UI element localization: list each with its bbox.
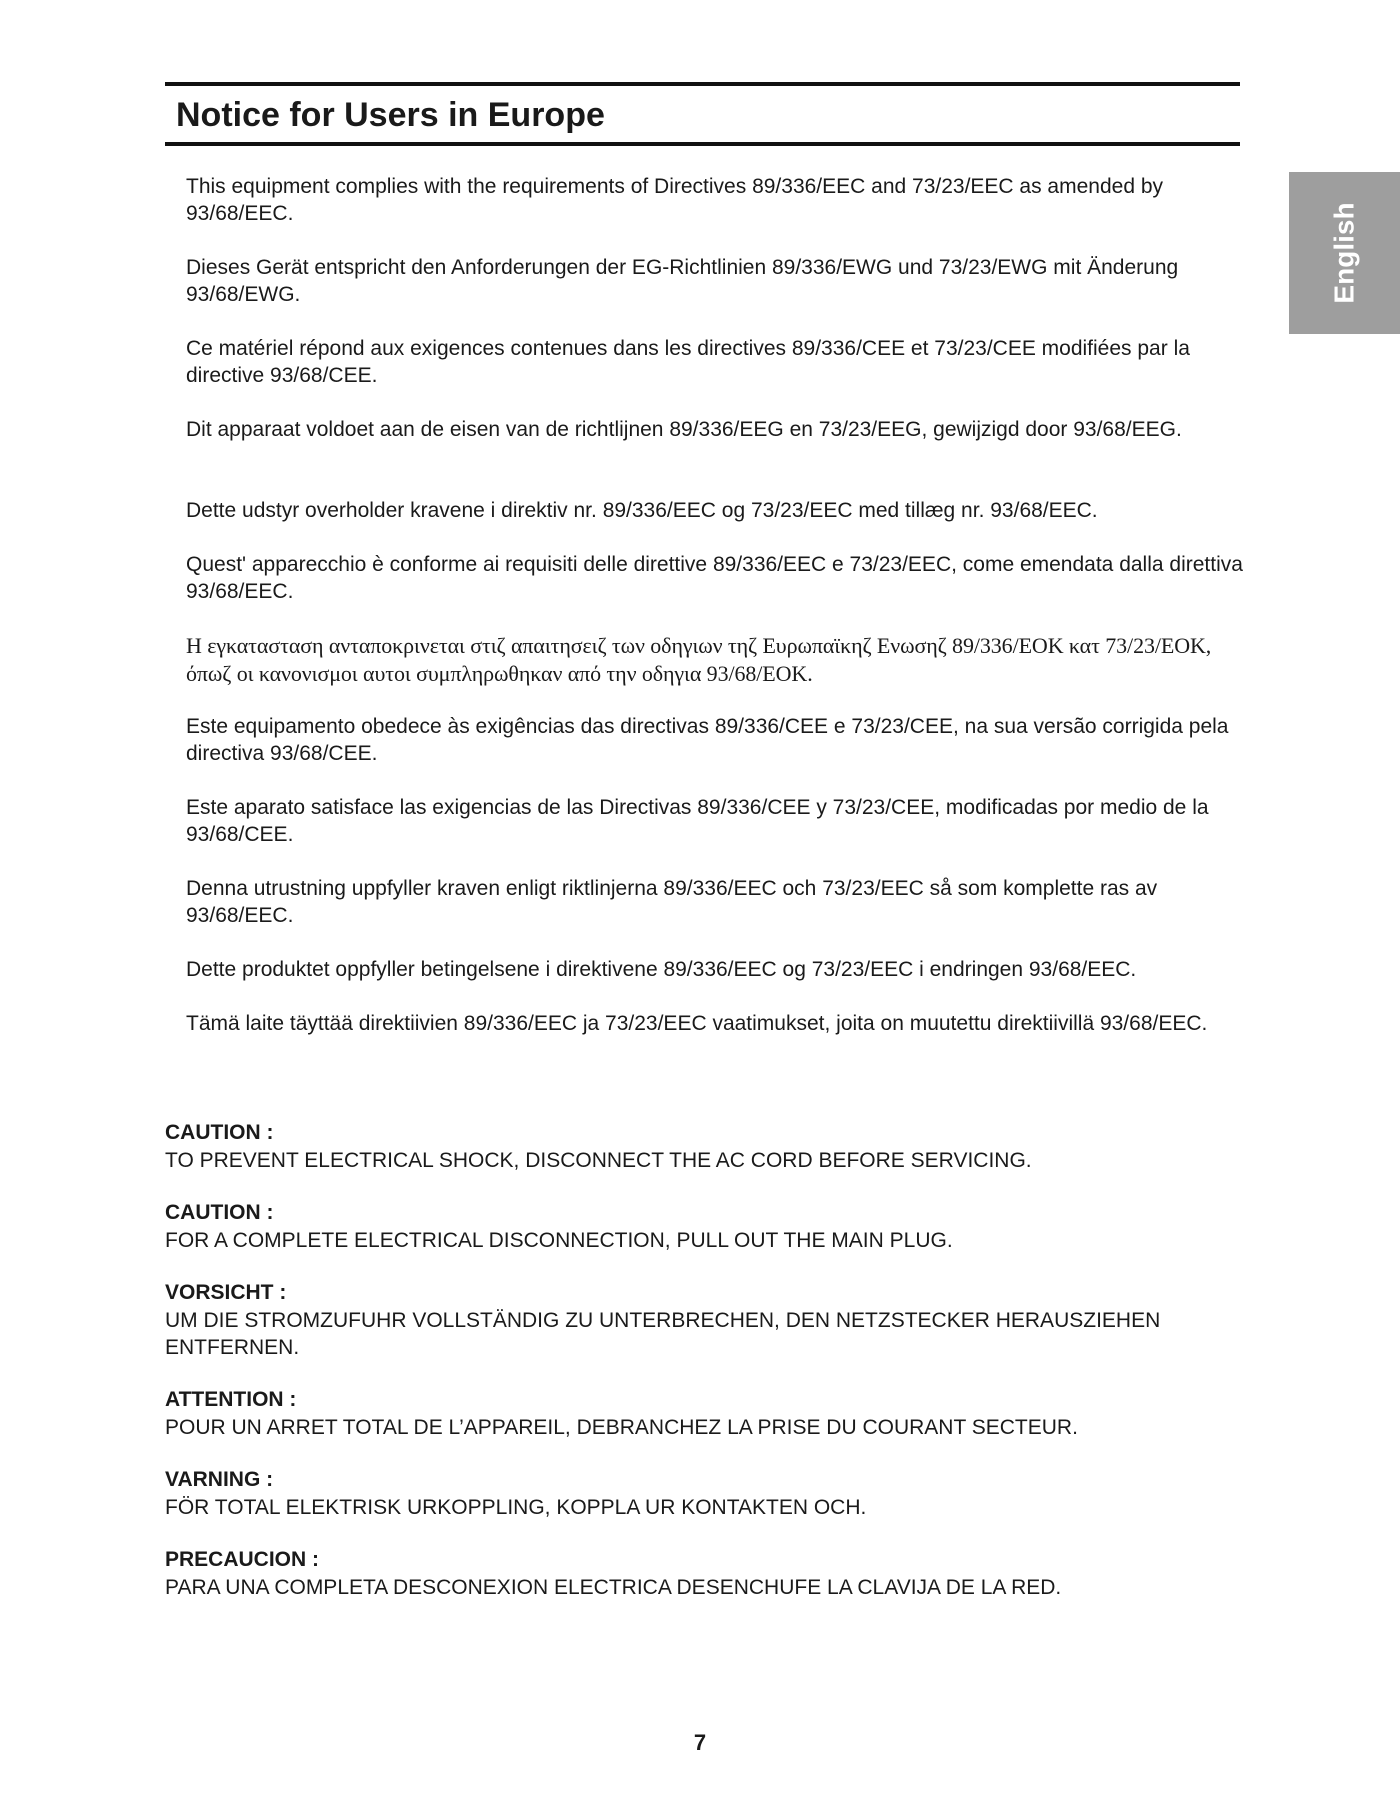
notice-portuguese: Este equipamento obedece às exigências das directivas 89/336/CEE e 73/23/CEE, na sua versão corrigida pela directiva 93/68/CEE.	[186, 715, 1229, 765]
caution-block	[165, 1120, 1250, 1174]
caution-heading: VORSICHT :	[165, 1281, 287, 1304]
page-title: Notice for Users in Europe	[176, 96, 605, 134]
notice-german: Dieses Gerät entspricht den Anforderungen der EG-Richtlinien 89/336/EWG und 73/23/EWG mit Änderung 93/68/EWG.	[186, 256, 1179, 306]
directive-notice-list	[186, 173, 1246, 1091]
notice-french: Ce matériel répond aux exigences contenues dans les directives 89/336/CEE et 73/23/CEE modifiées par la directive 93/68/CEE.	[186, 337, 1190, 387]
caution-text: UM DIE STROMZUFUHR VOLLSTÄNDIG ZU UNTERBRECHEN, DEN NETZSTECKER HERAUSZIEHEN ENTFERNEN.	[165, 1309, 1161, 1359]
notice-dutch: Dit apparaat voldoet aan de eisen van de richtlijnen 89/336/EEG en 73/23/EEG, gewijzigd door 93/68/EEG.	[186, 418, 1182, 441]
notice-greek: Η εγκατασταση ανταποκρινεται στιζ απαιτησειζ των οδηγιων τηζ Ευρωπαϊκηζ Ενωσηζ 89/336/ΕΟΚ κατ 73/23/ΕΟΚ, όπωζ οι κανονισμοι αυτοι συμπληρωθηκαν από την οδηγια 93/68/ΕΟΚ.	[186, 633, 1212, 686]
title-top-rule	[165, 82, 1240, 86]
notice-swedish: Denna utrustning uppfyller kraven enligt riktlinjerna 89/336/EEC och 73/23/EEC så som komplette ras av 93/68/EEC.	[186, 877, 1158, 927]
caution-heading: CAUTION :	[165, 1201, 274, 1224]
language-side-tab	[1289, 172, 1400, 334]
caution-block	[165, 1387, 1250, 1441]
notice-danish: Dette udstyr overholder kravene i direktiv nr. 89/336/EEC og 73/23/EEC med tillæg nr. 93/68/EEC.	[186, 499, 1098, 522]
caution-block	[165, 1467, 1250, 1521]
caution-heading: VARNING :	[165, 1468, 274, 1491]
caution-text: PARA UNA COMPLETA DESCONEXION ELECTRICA DESENCHUFE LA CLAVIJA DE LA RED.	[165, 1576, 1062, 1599]
caution-heading: PRECAUCION :	[165, 1548, 320, 1571]
notice-english: This equipment complies with the requirements of Directives 89/336/EEC and 73/23/EEC as amended by 93/68/EEC.	[186, 175, 1164, 225]
notice-italian: Quest' apparecchio è conforme ai requisiti delle direttive 89/336/EEC e 73/23/EEC, come emendata dalla direttiva 93/68/EEC.	[186, 553, 1243, 603]
notice-spanish: Este aparato satisface las exigencias de las Directivas 89/336/CEE y 73/23/CEE, modificadas por medio de la 93/68/CEE.	[186, 796, 1209, 846]
caution-list	[165, 1120, 1250, 1627]
caution-heading: CAUTION :	[165, 1121, 274, 1144]
language-side-tab-label: English	[1328, 202, 1360, 304]
caution-block	[165, 1280, 1250, 1361]
caution-block	[165, 1200, 1250, 1254]
caution-heading: ATTENTION :	[165, 1388, 297, 1411]
caution-block	[165, 1547, 1250, 1601]
title-bottom-rule	[165, 142, 1240, 146]
notice-finnish: Tämä laite täyttää direktiivien 89/336/EEC ja 73/23/EEC vaatimukset, joita on muutettu direktiivillä 93/68/EEC.	[186, 1012, 1208, 1035]
notice-norwegian: Dette produktet oppfyller betingelsene i direktivene 89/336/EEC og 73/23/EEC i endringen 93/68/EEC.	[186, 958, 1137, 981]
caution-text: FÖR TOTAL ELEKTRISK URKOPPLING, KOPPLA UR KONTAKTEN OCH.	[165, 1496, 867, 1519]
caution-text: TO PREVENT ELECTRICAL SHOCK, DISCONNECT THE AC CORD BEFORE SERVICING.	[165, 1149, 1032, 1172]
caution-text: POUR UN ARRET TOTAL DE L’APPAREIL, DEBRANCHEZ LA PRISE DU COURANT SECTEUR.	[165, 1416, 1078, 1439]
page-number: 7	[693, 1730, 707, 1755]
caution-text: FOR A COMPLETE ELECTRICAL DISCONNECTION, PULL OUT THE MAIN PLUG.	[165, 1229, 953, 1252]
